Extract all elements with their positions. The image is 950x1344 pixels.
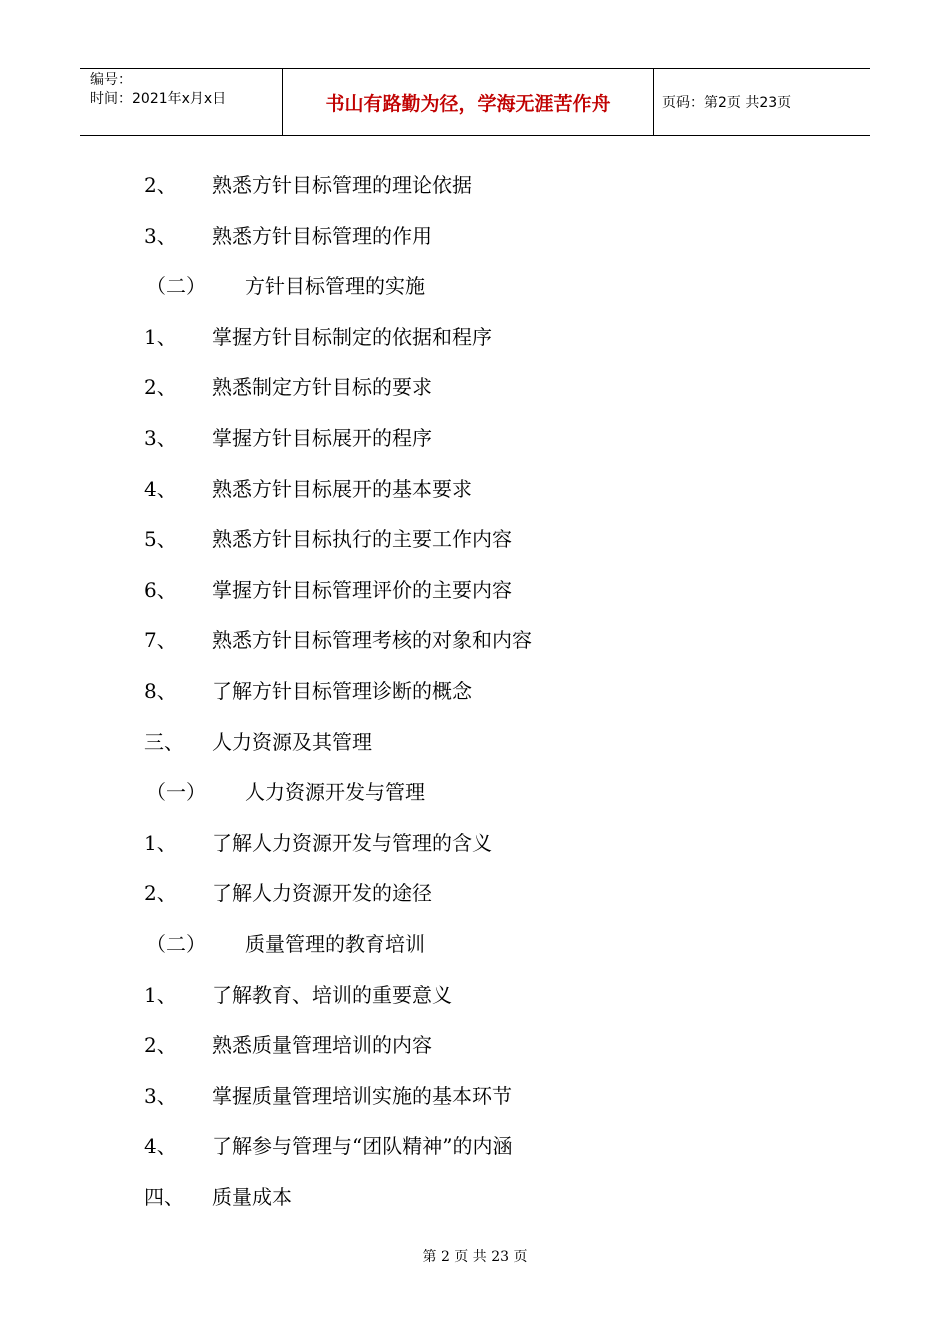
- outline-item-text: 了解人力资源开发的途径: [212, 881, 432, 905]
- page-info: 页码：第2页 共23页: [662, 95, 792, 111]
- header-motto-cell: [282, 69, 654, 135]
- outline-item-text: 熟悉方针目标管理的理论依据: [212, 173, 472, 197]
- outline-item-number: 2、: [144, 881, 177, 905]
- outline-item-number: 7、: [144, 628, 177, 652]
- outline-item-number: 三、: [144, 730, 184, 754]
- outline-item-number: 四、: [144, 1185, 184, 1209]
- outline-item-text: 掌握质量管理培训实施的基本环节: [212, 1084, 512, 1108]
- outline-item-number: 3、: [144, 1084, 177, 1108]
- outline-item-text: 了解人力资源开发与管理的含义: [212, 831, 492, 855]
- outline-item-number: 5、: [144, 527, 177, 551]
- outline-item-text: 了解方针目标管理诊断的概念: [212, 679, 472, 703]
- outline-item-text: 掌握方针目标管理评价的主要内容: [212, 578, 512, 602]
- outline-item-number: 6、: [144, 578, 177, 602]
- outline-item-number: 1、: [144, 831, 177, 855]
- outline-item-number: 1、: [144, 983, 177, 1007]
- motto: 书山有路勤为径，学海无涯苦作舟: [325, 92, 611, 115]
- outline-item-text: 了解教育、培训的重要意义: [212, 983, 452, 1007]
- outline-item-number: 4、: [144, 1134, 177, 1158]
- outline-item-text: 熟悉方针目标执行的主要工作内容: [212, 527, 512, 551]
- time-label: 时间：2021年x月x日: [90, 91, 227, 107]
- outline-item-number: 3、: [144, 426, 177, 450]
- page-header: [80, 68, 870, 136]
- outline-item-text: 方针目标管理的实施: [245, 274, 425, 298]
- outline-item-number: 1、: [144, 325, 177, 349]
- outline-item-number: 4、: [144, 477, 177, 501]
- outline-item-number: 8、: [144, 679, 177, 703]
- outline-item-text: 掌握方针目标制定的依据和程序: [212, 325, 492, 349]
- outline-item-text: 熟悉方针目标展开的基本要求: [212, 477, 472, 501]
- header-meta-cell: [80, 69, 282, 135]
- outline-item-number: 2、: [144, 173, 177, 197]
- outline-item-text: 熟悉制定方针目标的要求: [212, 375, 432, 399]
- outline-item-text: 掌握方针目标展开的程序: [212, 426, 432, 450]
- outline-item-text: 熟悉方针目标管理的作用: [212, 224, 432, 248]
- outline-item-number: （一）: [146, 780, 206, 804]
- header-page-cell: [654, 69, 870, 135]
- outline-item-text: 了解参与管理与“团队精神”的内涵: [212, 1134, 513, 1158]
- outline-item-text: 熟悉质量管理培训的内容: [212, 1033, 432, 1057]
- outline-item-number: 2、: [144, 1033, 177, 1057]
- number-label: 编号：: [90, 72, 132, 88]
- page-footer: 第 2 页 共 23 页: [422, 1249, 528, 1265]
- outline-item-number: （二）: [146, 274, 206, 298]
- outline-item-text: 人力资源及其管理: [212, 730, 372, 754]
- outline-item-text: 质量成本: [212, 1185, 292, 1209]
- outline-item-text: 质量管理的教育培训: [245, 932, 425, 956]
- outline-item-text: 熟悉方针目标管理考核的对象和内容: [212, 628, 532, 652]
- outline-item-text: 人力资源开发与管理: [245, 780, 425, 804]
- outline-item-number: （二）: [146, 932, 206, 956]
- outline-item-number: 3、: [144, 224, 177, 248]
- outline-item-number: 2、: [144, 375, 177, 399]
